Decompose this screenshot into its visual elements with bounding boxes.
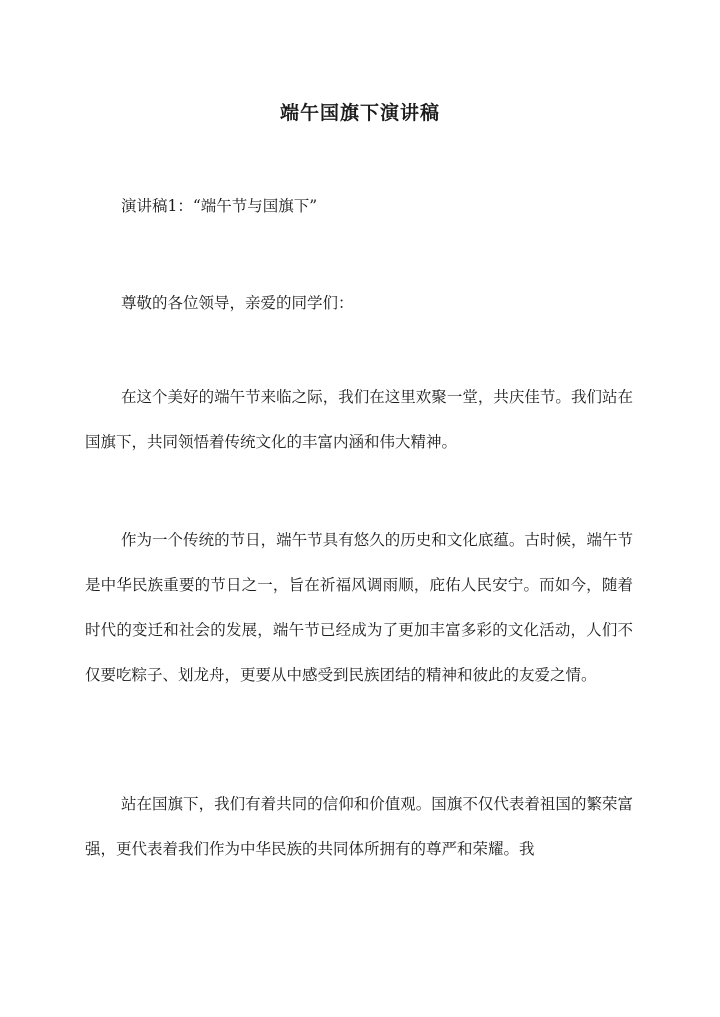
paragraph-greeting: 尊敬的各位领导，亲爱的同学们： bbox=[121, 294, 354, 312]
document-title: 端午国旗下演讲稿 bbox=[279, 101, 440, 124]
paragraph-flag: 站在国旗下，我们有着共同的信仰和价值观。国旗不仅代表着祖国的繁荣富强，更代表着我们作为中华民族的共同体所拥有的尊严和荣耀。我 bbox=[85, 795, 633, 858]
paragraph-speech-heading: 演讲稿1：“端午节与国旗下” bbox=[121, 197, 318, 215]
paragraph-history: 作为一个传统的节日，端午节具有悠久的历史和文化底蕴。古时候，端午节是中华民族重要的节日之一，旨在祈福风调雨顺，庇佑人民安宁。而如今，随着时代的变迁和社会的发展，端午节已经成为了更加丰富多彩的文化活动，人们不仅要吃粽子、划龙舟，更要从中感受到民族团结的精神和彼此的友爱之情。 bbox=[85, 531, 633, 684]
paragraph-opening: 在这个美好的端午节来临之际，我们在这里欢聚一堂，共庆佳节。我们站在国旗下，共同领悟着传统文化的丰富内涵和伟大精神。 bbox=[85, 388, 633, 451]
